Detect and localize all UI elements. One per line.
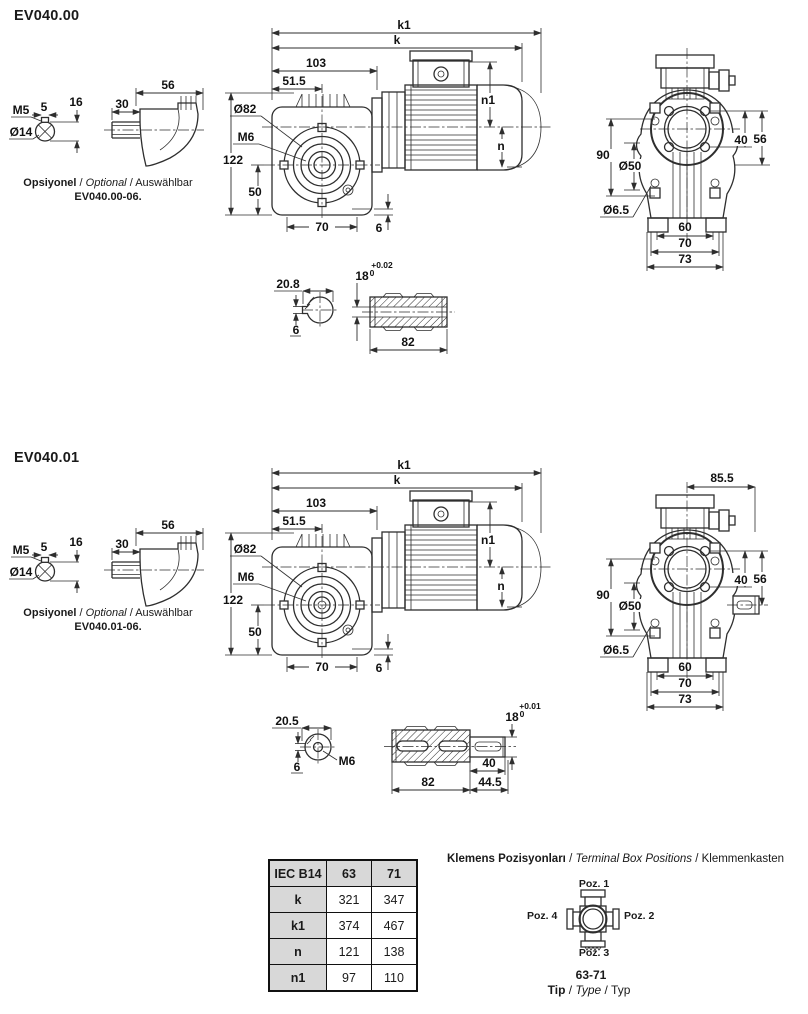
dim-dia6-5: Ø6.5	[602, 203, 630, 217]
shaft-end-view-1	[9, 95, 83, 153]
table-row-k1	[269, 913, 417, 939]
note1-sep2: /	[126, 177, 136, 189]
table-row-n1	[269, 965, 417, 992]
section-title-ev040-00: EV040.00	[14, 8, 80, 24]
dim-m6: M6	[237, 130, 255, 144]
dim-70: 70	[315, 220, 329, 234]
worm-shaft-option-view-1	[104, 78, 204, 166]
dim-n1-2: n1	[480, 533, 496, 547]
table-row-n	[269, 939, 417, 965]
heading-sep1: /	[565, 853, 576, 865]
type-label-line	[548, 983, 631, 997]
row-n-71: 138	[372, 939, 418, 965]
shaft-end-view-2	[9, 535, 83, 593]
row-k-63: 321	[327, 887, 372, 913]
dim-103: 103	[305, 56, 327, 70]
dim-m5: M5	[12, 103, 30, 117]
row-k1-71: 467	[372, 913, 418, 939]
row-k1-label: k1	[269, 913, 327, 939]
dim-70-2: 70	[315, 660, 329, 674]
dim-90: 90	[596, 148, 610, 162]
dim-5: 5	[40, 100, 48, 114]
dim-5-2: 5	[40, 540, 48, 554]
note1-sep1: /	[76, 177, 86, 189]
table-header-71: 71	[372, 860, 418, 887]
dim-6-2: 6	[375, 661, 383, 675]
dim-50: 50	[248, 185, 262, 199]
poz-4-label: Poz. 4	[527, 910, 558, 922]
dim-18-tol-hi-2: +0.01	[519, 701, 541, 711]
dim-51-5-2: 51.5	[282, 514, 306, 528]
heading-tr: Klemens Pozisyonları	[447, 853, 566, 865]
dim-k1: k1	[397, 18, 411, 32]
dim-m6-tap: M6	[338, 754, 356, 768]
dim-40-2: 40	[734, 573, 748, 587]
dim-key6-2: 6	[293, 760, 301, 774]
motor-fins-2	[405, 525, 477, 610]
dim-n1: n1	[480, 93, 496, 107]
poz-3-label: Poz. 3	[578, 947, 610, 959]
dim-k: k	[393, 33, 401, 47]
dim-103-2: 103	[305, 496, 327, 510]
drawing-ev040-01	[0, 440, 808, 855]
dim-40: 40	[734, 133, 748, 147]
type-tr: Tip	[547, 983, 566, 997]
tapped-shaft-end-view-2	[272, 714, 356, 774]
type-de: Typ	[611, 983, 631, 997]
gearmotor-rear-view-1	[594, 48, 770, 271]
note2-sep2: /	[126, 607, 136, 619]
dim-56r-2: 56	[753, 572, 767, 586]
solid-shaft-side-view-2	[384, 701, 541, 794]
dim-dia14: Ø14	[9, 125, 33, 139]
dim-18-2: 18	[505, 710, 519, 724]
gearbox-fins-2	[296, 534, 350, 547]
heading-de: Klemmenkasten	[701, 853, 785, 865]
dim-18-tol-hi: +0.02	[371, 260, 393, 270]
dim-16: 16	[69, 95, 83, 109]
note1-en: Optional	[85, 177, 127, 189]
dim-dia14-2: Ø14	[9, 565, 33, 579]
row-k-71: 347	[372, 887, 418, 913]
iec-dimension-table	[268, 859, 418, 992]
dim-dia6-5-2: Ø6.5	[602, 643, 630, 657]
dim-122-2: 122	[222, 593, 244, 607]
dim-85-5: 85.5	[710, 471, 734, 485]
section-title-ev040-01: EV040.01	[14, 450, 80, 466]
dim-56: 56	[161, 78, 175, 92]
dim-60-2: 60	[678, 660, 692, 674]
dim-51-5: 51.5	[282, 74, 306, 88]
note1-de: Auswählbar	[135, 177, 193, 189]
dim-70r: 70	[678, 236, 692, 250]
optional-note-2-code: EV040.01-06.	[74, 621, 142, 634]
type-en: Type	[575, 983, 602, 997]
row-n-63: 121	[327, 939, 372, 965]
dim-18: 18	[355, 269, 369, 283]
note2-sep1: /	[76, 607, 86, 619]
corner-holes-1	[650, 103, 720, 198]
dim-73: 73	[678, 252, 692, 266]
dim-dia50: Ø50	[618, 159, 642, 173]
dim-k-2: k	[393, 473, 401, 487]
note2-en: Optional	[85, 607, 127, 619]
gearbox-fins-1	[296, 94, 350, 107]
row-k1-63: 374	[327, 913, 372, 939]
note1-tr: Opsiyonel	[23, 177, 77, 189]
gearmotor-rear-view-2	[594, 471, 770, 711]
dim-122: 122	[222, 153, 244, 167]
dim-key6: 6	[292, 323, 300, 337]
motor-fins-1	[405, 85, 477, 170]
type-sep2: /	[601, 983, 612, 997]
poz-2-label: Poz. 2	[624, 910, 655, 922]
dim-50-2: 50	[248, 625, 262, 639]
row-n-label: n	[269, 939, 327, 965]
dim-90-2: 90	[596, 588, 610, 602]
dim-dia82: Ø82	[233, 102, 257, 116]
dim-18-tol-lo: 0	[369, 268, 375, 278]
dim-20-5: 20.5	[275, 714, 299, 728]
row-n1-63: 97	[327, 965, 372, 992]
gearmotor-side-view-2	[215, 458, 552, 675]
poz-1-label: Poz. 1	[578, 878, 610, 890]
dim-m6-2: M6	[237, 570, 255, 584]
gearmotor-side-view-1	[215, 18, 552, 235]
dim-44-5: 44.5	[478, 775, 502, 789]
optional-note-1-code: EV040.00-06.	[74, 191, 142, 204]
type-size-range: 63-71	[575, 968, 607, 982]
dim-n-2: n	[497, 579, 505, 593]
table-header-iec: IEC B14	[269, 860, 327, 887]
dim-20-8: 20.8	[276, 277, 300, 291]
note2-de: Auswählbar	[135, 607, 193, 619]
dim-73-2: 73	[678, 692, 692, 706]
row-n1-71: 110	[372, 965, 418, 992]
heading-sep2: /	[692, 853, 702, 865]
worm-shaft-option-view-2	[104, 518, 204, 606]
hollow-shaft-side-view-1	[352, 260, 455, 354]
terminal-box-heading	[447, 853, 784, 865]
dim-60: 60	[678, 220, 692, 234]
terminal-box-position-diagram	[555, 880, 635, 955]
table-header-63: 63	[327, 860, 372, 887]
corner-holes-2	[650, 543, 720, 638]
dim-dia50-2: Ø50	[618, 599, 642, 613]
dim-82-2: 82	[421, 775, 435, 789]
dim-40s: 40	[482, 756, 496, 770]
dim-82: 82	[401, 335, 415, 349]
dim-n: n	[497, 139, 505, 153]
dim-56-2: 56	[161, 518, 175, 532]
dim-m5-2: M5	[12, 543, 30, 557]
heading-en: Terminal Box Positions	[575, 853, 693, 865]
table-header-row	[269, 860, 417, 887]
dim-70r-2: 70	[678, 676, 692, 690]
dim-k1-2: k1	[397, 458, 411, 472]
type-sep1: /	[565, 983, 576, 997]
note2-tr: Opsiyonel	[23, 607, 77, 619]
dim-6: 6	[375, 221, 383, 235]
table-row-k	[269, 887, 417, 913]
row-k-label: k	[269, 887, 327, 913]
dim-18-tol-lo-2: 0	[519, 709, 525, 719]
drawing-ev040-00	[0, 0, 808, 440]
dim-30-2: 30	[115, 537, 129, 551]
dim-dia82-2: Ø82	[233, 542, 257, 556]
hollow-bore-end-view-1	[274, 277, 338, 337]
dim-16-2: 16	[69, 535, 83, 549]
dim-56: 56	[753, 132, 767, 146]
dim-30: 30	[115, 97, 129, 111]
row-n1-label: n1	[269, 965, 327, 992]
